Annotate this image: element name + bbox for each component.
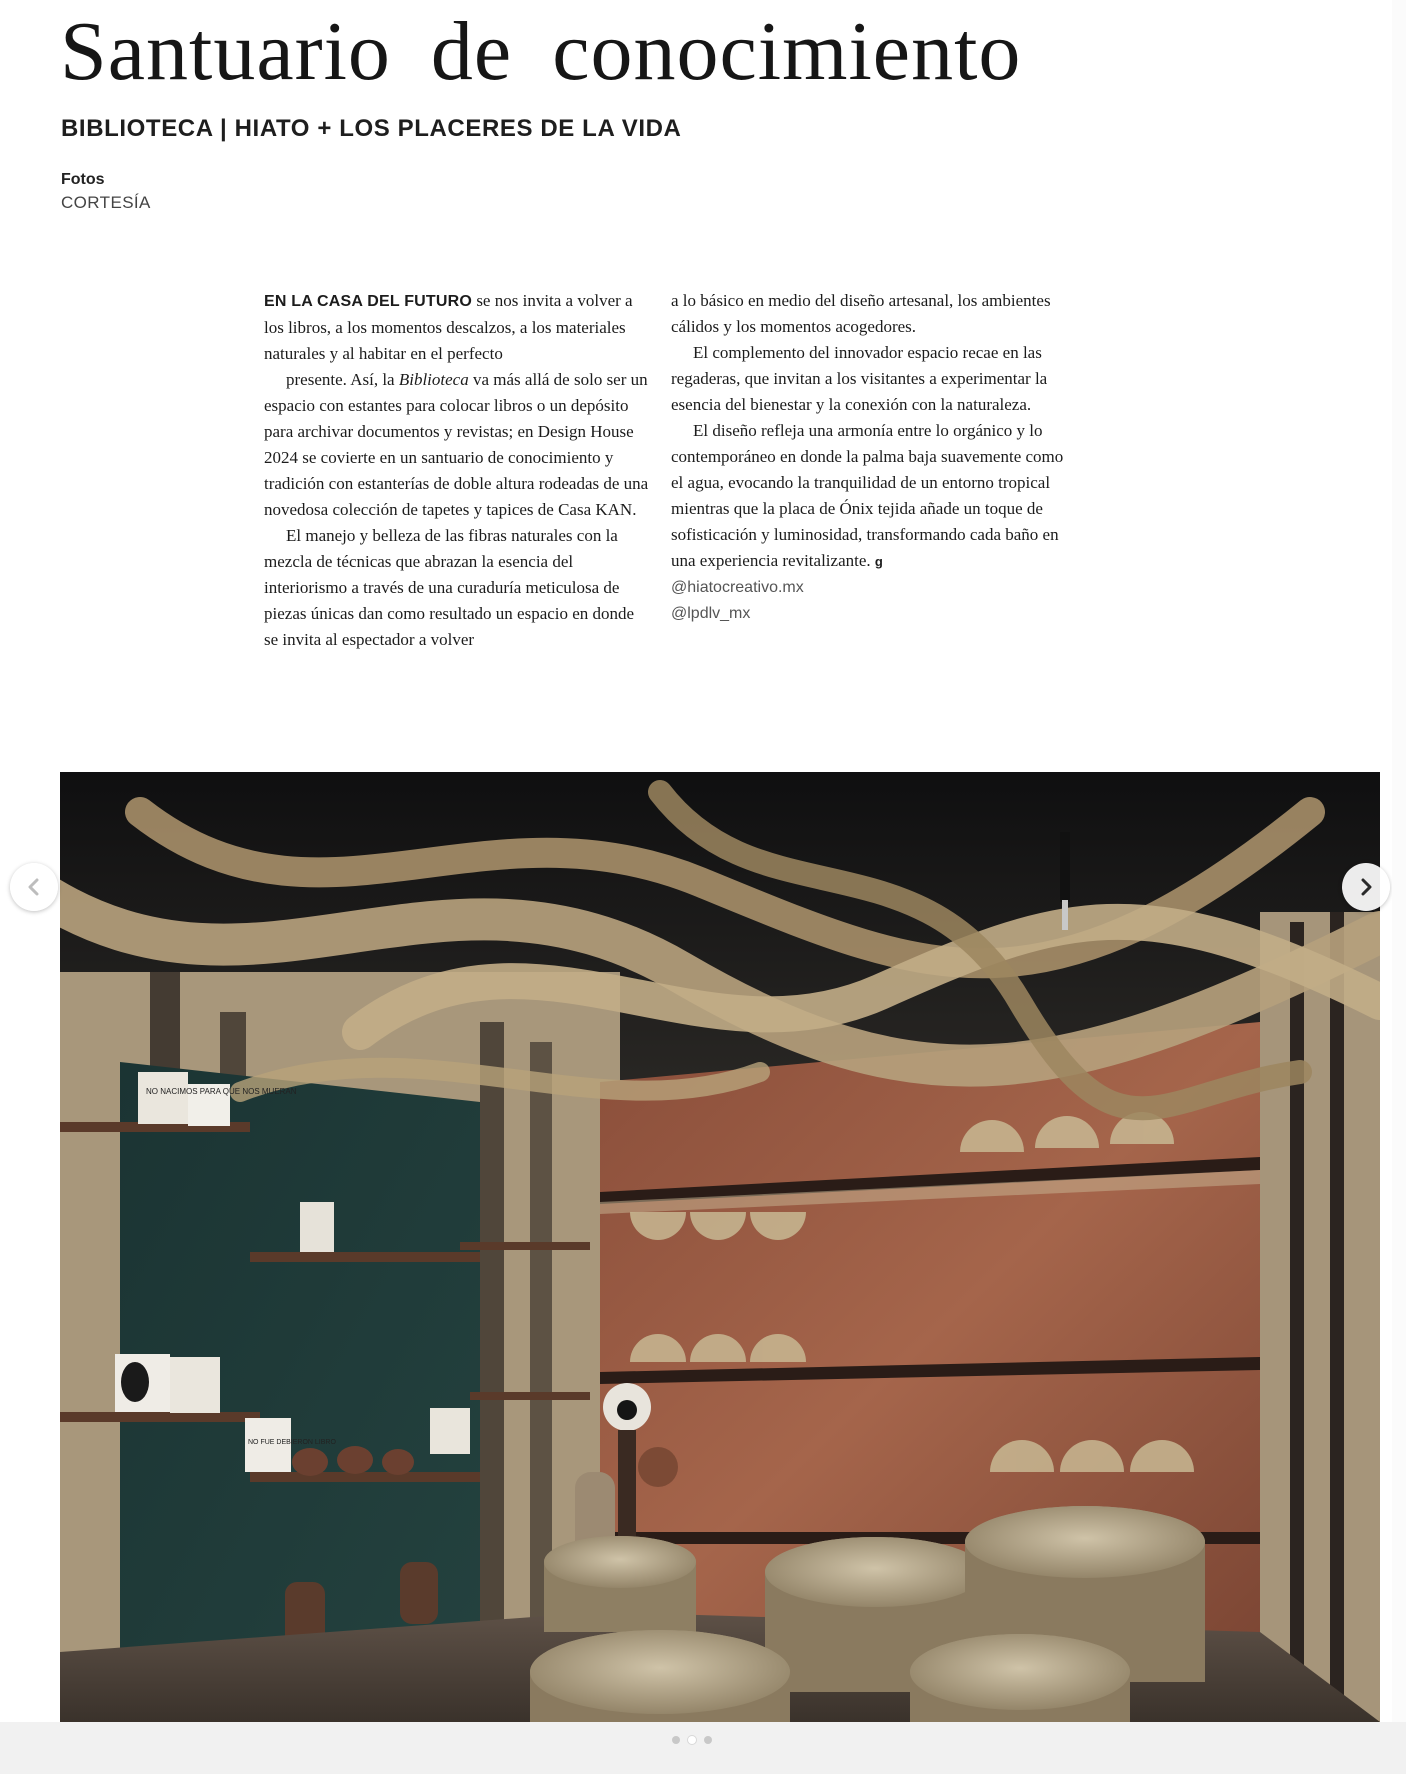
carousel-dot-2[interactable] xyxy=(688,1736,696,1744)
photo-credit-label: Fotos xyxy=(61,171,105,188)
paragraph-2 xyxy=(264,367,652,523)
paragraph-6-text: El diseño refleja una armonía entre lo orgánico y lo contemporáneo en donde la palma baja suavemente como el agua, evocando la tranquilidad de un entorno tropical mientras que la placa de Ónix tejida añade un toque de sofisticación y luminosidad, transformando cada baño en una experiencia revitalizante. xyxy=(671,421,1064,570)
chevron-left-icon xyxy=(24,877,44,897)
article-column-right xyxy=(671,288,1065,627)
library-interior-illustration xyxy=(60,772,1380,1722)
paragraph-2-text-a: presente. Así, la xyxy=(286,370,399,389)
paragraph-5: El complemento del innovador espacio recae en las regaderas, que invitan a los visitantes a experimentar la esencia del bienestar y la conexión con la naturaleza. xyxy=(671,343,1048,414)
paragraph-2-italic: Biblioteca xyxy=(398,370,469,389)
carousel-footer xyxy=(0,1722,1406,1774)
carousel-dot-3[interactable] xyxy=(704,1736,712,1744)
woven-poufs xyxy=(530,1506,1205,1722)
carousel-prev-button[interactable] xyxy=(10,863,58,911)
paragraph-1 xyxy=(264,288,652,367)
article-title: Santuario de conocimiento xyxy=(60,5,1022,98)
page-edge xyxy=(1392,0,1406,1774)
carousel-indicator xyxy=(672,1736,712,1744)
photo-credit-value: CORTESÍA xyxy=(61,193,151,212)
article-column-left xyxy=(264,288,652,653)
shelf-sign-2: NO FUE DEBIERON LIBRO xyxy=(248,1439,336,1446)
lead-in-text: EN LA CASA DEL FUTURO xyxy=(264,293,473,310)
carousel-next-button[interactable] xyxy=(1342,863,1390,911)
instagram-handle-hiato[interactable]: @hiatocreativo.mx xyxy=(671,579,804,596)
paragraph-3: El manejo y belleza de las fibras naturales con la mezcla de técnicas que abrazan la esencia del interiorismo a través de una curaduría meticulosa de piezas únicas dan como resultado un espacio en donde se invita al espectador a volver xyxy=(264,526,635,649)
paragraph-1-text: se nos invita a volver a los libros, a los momentos descalzos, a los materiales naturales y al habitar en el perfecto xyxy=(264,291,633,363)
instagram-handle-lpdlv[interactable]: @lpdlv_mx xyxy=(671,605,751,622)
article-subtitle: BIBLIOTECA | HIATO + LOS PLACERES DE LA VIDA xyxy=(61,115,682,142)
chevron-right-icon xyxy=(1356,877,1376,897)
paragraph-4: a lo básico en medio del diseño artesanal, los ambientes cálidos y los momentos acogedores. xyxy=(671,291,1051,336)
shelf-sign-1: NO NACIMOS PARA QUE NOS MUERAN xyxy=(146,1087,297,1096)
right-wall-stripes xyxy=(1260,912,1380,1722)
article-photo xyxy=(60,772,1380,1722)
paragraph-2-text-b: va más allá de solo ser un espacio con estantes para colocar libros o un depósito para archivar documentos y revistas; en Design House 2024 se covierte en un santuario de conocimiento y tradición con estanterías de doble altura rodeadas de una novedosa colección de tapetes y tapices de Casa KAN. xyxy=(264,370,649,519)
carousel-dot-1[interactable] xyxy=(672,1736,680,1744)
end-mark: g xyxy=(874,554,883,569)
paragraph-6 xyxy=(671,418,1065,575)
